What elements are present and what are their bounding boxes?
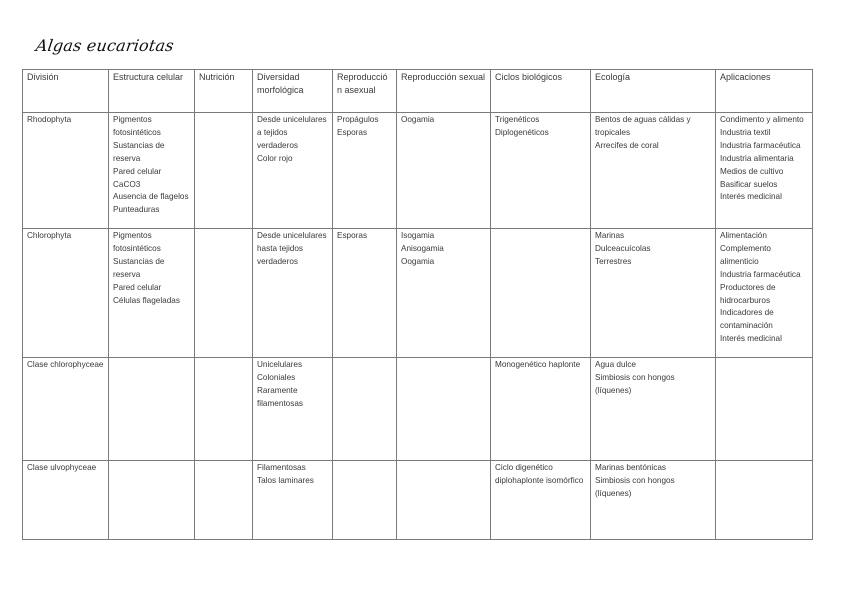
cell-asexual [333,113,397,229]
cell-text: Medios de cultivo [720,166,784,176]
cell-text: Marinas bentónicas [595,463,666,472]
cell-text: Monogenético haplonte [495,360,581,369]
cell-sexual [397,461,491,540]
cell-text: Ciclo digenético diplohaplonte isomórfico [495,463,584,485]
cell-text: Industria farmacéutica [720,140,801,150]
cell-text: Pared celular [113,166,162,176]
cell-text: Esporas [337,127,368,137]
cell-text: Arrecifes de coral [595,140,659,150]
cell-text: CaCO3 [113,179,141,189]
cell-text: Raramente filamentosas [257,385,303,408]
cell-text: Células flageladas [113,295,180,305]
cell-text: Pared celular [113,282,162,292]
cell-ecologia [591,461,716,540]
cell-estructura [109,358,195,461]
cell-text: Talos laminares [257,475,314,485]
cell-text: Coloniales [257,372,296,382]
cell-text: Pigmentos fotosintéticos [113,231,161,253]
cell-text: Rhodophyta [27,115,72,124]
header-asexual: Reproducción asexual [333,70,397,113]
cell-estructura [109,461,195,540]
cell-ecologia [591,113,716,229]
cell-text: Sustancias de reserva [113,256,165,279]
cell-aplicaciones [716,358,813,461]
cell-text: Condimento y alimento [720,115,804,124]
cell-text: Oogamia [401,256,435,266]
cell-text: Simbiosis con hongos (líquenes) [595,475,675,498]
cell-text: Interés medicinal [720,192,782,202]
cell-text: Terrestres [595,256,632,266]
cell-text: Diplogenéticos [495,127,549,137]
table-row [23,229,813,358]
cell-text: Complemento alimenticio [720,243,771,266]
cell-aplicaciones [716,461,813,540]
cell-text: Agua dulce [595,360,636,369]
header-diversidad: Diversidad morfológica [253,70,333,113]
table-row [23,358,813,461]
cell-sexual [397,358,491,461]
cell-ecologia [591,358,716,461]
cell-text: Oogamia [401,115,435,124]
cell-nutricion [195,229,253,358]
cell-text: Anisogamia [401,243,444,253]
cell-text: Productores de hidrocarburos [720,282,776,305]
table-row [23,113,813,229]
cell-text: Industria alimentaria [720,153,794,163]
algae-table [22,69,813,540]
cell-estructura [109,229,195,358]
cell-text: Punteaduras [113,205,160,215]
cell-ecologia [591,229,716,358]
cell-diversidad [253,461,333,540]
cell-text: Alimentación [720,231,767,240]
cell-ciclos [491,229,591,358]
header-sexual: Reproducción sexual [397,70,491,113]
cell-text: Trigenéticos [495,115,540,124]
cell-text: Clase ulvophyceae [27,463,97,472]
header-estructura: Estructura celular [109,70,195,113]
header-ecologia: Ecología [591,70,716,113]
cell-text: Unicelulares [257,360,303,369]
cell-division [23,358,109,461]
cell-diversidad [253,358,333,461]
cell-diversidad [253,229,333,358]
cell-text: Indicadores de contaminación [720,308,774,331]
cell-text: Industria textil [720,127,771,137]
cell-ciclos [491,113,591,229]
cell-text: Marinas [595,231,625,240]
cell-text: Simbiosis con hongos (líquenes) [595,372,675,395]
cell-text: Dulceacuícolas [595,243,651,253]
header-row [23,70,813,113]
cell-text: Esporas [337,231,368,240]
cell-nutricion [195,358,253,461]
cell-text: Chlorophyta [27,231,72,240]
header-division: División [23,70,109,113]
cell-nutricion [195,461,253,540]
cell-ciclos [491,358,591,461]
cell-division [23,461,109,540]
cell-text: Filamentosas [257,463,306,472]
cell-division [23,229,109,358]
cell-text: Clase chlorophyceae [27,360,104,369]
document-title: Algas eucariotas [34,36,176,55]
cell-asexual [333,358,397,461]
cell-asexual [333,461,397,540]
header-aplicaciones: Aplicaciones [716,70,813,113]
cell-text: Desde unicelulares a tejidos verdaderos [257,115,327,150]
cell-text: Isogamia [401,231,435,240]
header-nutricion: Nutrición [195,70,253,113]
cell-text: Pigmentos fotosintéticos [113,115,161,137]
table-row [23,461,813,540]
cell-diversidad [253,113,333,229]
cell-text: Ausencia de flagelos [113,192,189,202]
cell-text: Bentos de aguas cálidas y tropicales [595,115,691,137]
header-ciclos: Ciclos biológicos [491,70,591,113]
cell-text: Industria farmacéutica [720,269,801,279]
cell-text: Interés medicinal [720,334,782,344]
cell-text: Color rojo [257,153,293,163]
cell-text: Sustancias de reserva [113,140,165,163]
cell-text: Propágulos [337,115,379,124]
cell-text: Desde unicelulares hasta tejidos verdaderos [257,231,327,266]
cell-nutricion [195,113,253,229]
cell-sexual [397,229,491,358]
cell-ciclos [491,461,591,540]
cell-aplicaciones [716,229,813,358]
cell-sexual [397,113,491,229]
cell-text: Basificar suelos [720,179,778,189]
cell-asexual [333,229,397,358]
cell-division [23,113,109,229]
cell-estructura [109,113,195,229]
cell-aplicaciones [716,113,813,229]
